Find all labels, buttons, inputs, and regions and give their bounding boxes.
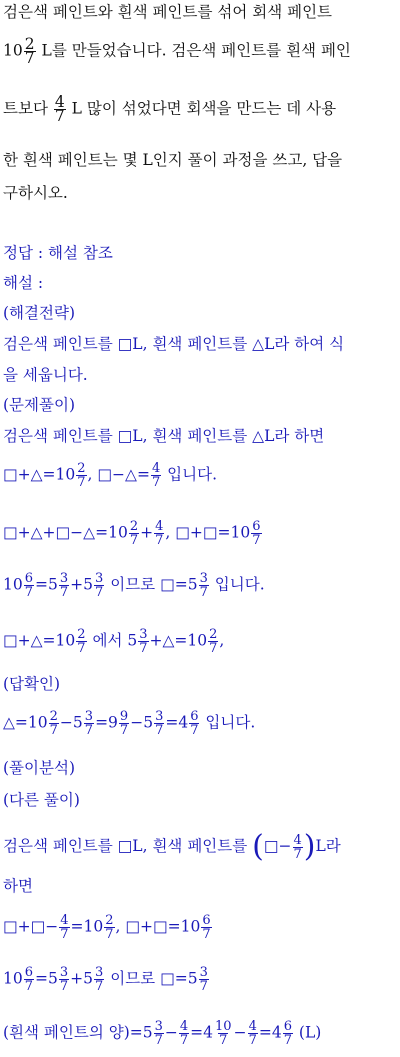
denominator: 7 — [252, 533, 261, 548]
numerator: 3 — [59, 571, 69, 586]
expr: (흰색 페인트의 양)=5 — [3, 1023, 153, 1042]
equation-4 — [3, 628, 224, 655]
expr: , □+□=10 — [115, 917, 201, 936]
fraction — [59, 572, 69, 599]
expr: 에서 5 — [87, 631, 138, 650]
expr: 이므로 □=5 — [105, 575, 198, 594]
analysis-heading: (풀이분석) — [3, 759, 75, 777]
fraction — [208, 628, 218, 655]
expr: −5 — [59, 713, 83, 732]
denominator: 7 — [24, 979, 34, 994]
fraction — [59, 914, 69, 941]
denominator: 7 — [155, 723, 164, 738]
fraction — [59, 966, 69, 993]
denominator: 7 — [77, 641, 86, 656]
expr: 10 — [3, 969, 23, 988]
denominator: 7 — [77, 475, 86, 490]
strategy-line-2: 을 세웁니다. — [3, 366, 88, 384]
denominator: 7 — [84, 723, 94, 738]
numerator: 6 — [24, 965, 34, 980]
equation-5 — [3, 710, 255, 737]
denominator: 7 — [119, 723, 129, 738]
denominator: 7 — [248, 1033, 257, 1048]
numerator: 6 — [283, 1019, 292, 1034]
denominator: 7 — [59, 585, 69, 600]
numerator: 2 — [77, 461, 86, 476]
fraction — [154, 710, 164, 737]
numerator: 4 — [151, 461, 161, 476]
fraction — [179, 1020, 189, 1047]
numerator: 3 — [154, 1019, 163, 1034]
numerator: 3 — [199, 965, 208, 980]
numerator: 3 — [139, 627, 148, 642]
fraction — [119, 710, 129, 737]
denominator: 7 — [105, 927, 114, 942]
strategy-heading: (해결전략) — [3, 304, 75, 322]
text: 트보다 — [3, 99, 53, 118]
expr: =5 — [35, 575, 58, 594]
explain-label: 해설 : — [3, 274, 44, 292]
question-line-3 — [3, 93, 337, 125]
equation-7 — [3, 966, 210, 993]
numerator: 4 — [60, 913, 69, 928]
denominator: 7 — [179, 1033, 189, 1048]
expr: , □+□=10 — [165, 523, 251, 542]
denominator: 7 — [129, 533, 139, 548]
solve-heading: (문제풀이) — [3, 396, 75, 414]
equation-1 — [3, 462, 217, 489]
fraction — [283, 1020, 293, 1047]
denominator: 7 — [95, 585, 104, 600]
expr: −5 — [130, 713, 154, 732]
expr: =4 — [190, 1023, 214, 1042]
denominator: 7 — [60, 927, 69, 942]
numerator: 10 — [215, 1019, 232, 1034]
denominator: 7 — [209, 641, 218, 656]
expr: +5 — [70, 969, 94, 988]
expr: 입니다. — [200, 713, 256, 732]
fraction — [293, 834, 303, 861]
expr: 입니다. — [209, 575, 265, 594]
expr: □+△=10 — [3, 465, 76, 484]
denominator: 7 — [49, 723, 58, 738]
expr: □+□− — [3, 917, 59, 936]
numerator: 2 — [49, 709, 58, 724]
denominator: 7 — [95, 979, 104, 994]
expr: 이므로 □=5 — [105, 969, 198, 988]
expr: □− — [263, 837, 292, 855]
denominator: 7 — [24, 49, 35, 67]
denominator: 7 — [293, 846, 302, 862]
numerator: 6 — [202, 913, 211, 928]
numerator: 2 — [129, 519, 139, 534]
question-line-2 — [3, 35, 351, 67]
equation-8 — [3, 1020, 321, 1047]
fraction — [151, 462, 161, 489]
numerator: 6 — [24, 571, 34, 586]
equation-3 — [3, 572, 265, 599]
fraction — [199, 966, 209, 993]
expr: =9 — [95, 713, 118, 732]
expr: , — [219, 631, 225, 650]
numerator: 2 — [24, 35, 35, 53]
denominator: 7 — [199, 585, 208, 600]
expr: =4 — [165, 713, 189, 732]
numerator: 3 — [95, 965, 104, 980]
denominator: 7 — [59, 979, 69, 994]
denominator: 7 — [151, 475, 161, 490]
expr: , □−△= — [87, 465, 150, 484]
fraction — [49, 710, 59, 737]
text: L라 — [315, 837, 341, 855]
fraction — [84, 710, 94, 737]
denominator: 7 — [202, 927, 211, 942]
denominator: 7 — [154, 1033, 163, 1048]
denominator: 7 — [139, 641, 148, 656]
fraction — [154, 1020, 164, 1047]
numerator: 6 — [190, 709, 199, 724]
fraction — [94, 572, 104, 599]
check-heading: (답확인) — [3, 675, 61, 693]
answer-label: 정답 : 해설 참조 — [3, 244, 113, 262]
expr: − — [233, 1023, 247, 1042]
fraction — [129, 520, 139, 547]
numerator: 9 — [119, 709, 129, 724]
numerator: 2 — [209, 627, 218, 642]
expr: 입니다. — [162, 465, 218, 484]
fraction — [76, 462, 86, 489]
expr: =10 — [70, 917, 104, 936]
fraction — [24, 572, 34, 599]
fraction — [214, 1020, 233, 1047]
numerator: 4 — [293, 832, 302, 848]
denominator: 7 — [283, 1033, 292, 1048]
fraction — [94, 966, 104, 993]
text: L 많이 섞었다면 회색을 만드는 데 사용 — [66, 99, 337, 118]
numerator: 3 — [199, 571, 208, 586]
numerator: 3 — [59, 965, 69, 980]
expr: =5 — [35, 969, 58, 988]
denominator: 7 — [54, 107, 65, 125]
expr: =4 — [258, 1023, 282, 1042]
equation-2 — [3, 520, 263, 547]
fraction — [138, 628, 148, 655]
fraction — [76, 628, 86, 655]
expr: 10 — [3, 575, 23, 594]
numerator: 4 — [54, 93, 65, 111]
denominator: 7 — [155, 533, 164, 548]
numerator: 4 — [248, 1019, 257, 1034]
fraction — [24, 966, 34, 993]
expr: △=10 — [3, 713, 48, 732]
fraction — [154, 520, 164, 547]
fraction — [54, 93, 66, 125]
alt-line-2: 하면 — [3, 877, 33, 895]
open-paren: ( — [252, 829, 264, 864]
numerator: 4 — [179, 1019, 189, 1034]
close-paren: ) — [303, 829, 316, 864]
denominator: 7 — [24, 585, 34, 600]
question-line-5: 구하시오. — [3, 184, 68, 202]
fraction — [248, 1020, 258, 1047]
fraction — [199, 572, 209, 599]
question-line-4: 한 흰색 페인트는 몇 L인지 풀이 과정을 쓰고, 답을 — [3, 151, 343, 169]
equation-6 — [3, 914, 213, 941]
denominator: 7 — [219, 1033, 228, 1048]
numerator: 3 — [95, 571, 104, 586]
expr: □+△=10 — [3, 631, 76, 650]
fraction — [251, 520, 261, 547]
numerator: 6 — [252, 519, 261, 534]
denominator: 7 — [190, 723, 199, 738]
solve-line-1: 검은색 페인트를 □L, 흰색 페인트를 △L라 하면 — [3, 427, 325, 445]
fraction — [24, 35, 36, 67]
mixed-whole: 10 — [3, 41, 23, 60]
expr: (L) — [294, 1023, 322, 1042]
numerator: 4 — [155, 519, 164, 534]
expr: + — [140, 523, 154, 542]
expr: +△=10 — [149, 631, 208, 650]
alt-line-1 — [3, 829, 341, 864]
text: L를 만들었습니다. 검은색 페인트를 흰색 페인 — [36, 41, 351, 60]
expr: +5 — [70, 575, 94, 594]
numerator: 2 — [77, 627, 86, 642]
numerator: 2 — [105, 913, 114, 928]
text: 검은색 페인트를 □L, 흰색 페인트를 — [3, 837, 253, 855]
expr: □+△+□−△=10 — [3, 523, 128, 542]
fraction — [104, 914, 114, 941]
denominator: 7 — [199, 979, 208, 994]
numerator: 3 — [84, 709, 94, 724]
fraction — [189, 710, 199, 737]
expr: − — [164, 1023, 178, 1042]
question-line-1: 검은색 페인트와 흰색 페인트를 섞어 회색 페인트 — [3, 3, 333, 21]
alt-heading: (다른 풀이) — [3, 791, 80, 809]
strategy-line-1: 검은색 페인트를 □L, 흰색 페인트를 △L라 하여 식 — [3, 335, 345, 353]
fraction — [201, 914, 211, 941]
numerator: 3 — [155, 709, 164, 724]
